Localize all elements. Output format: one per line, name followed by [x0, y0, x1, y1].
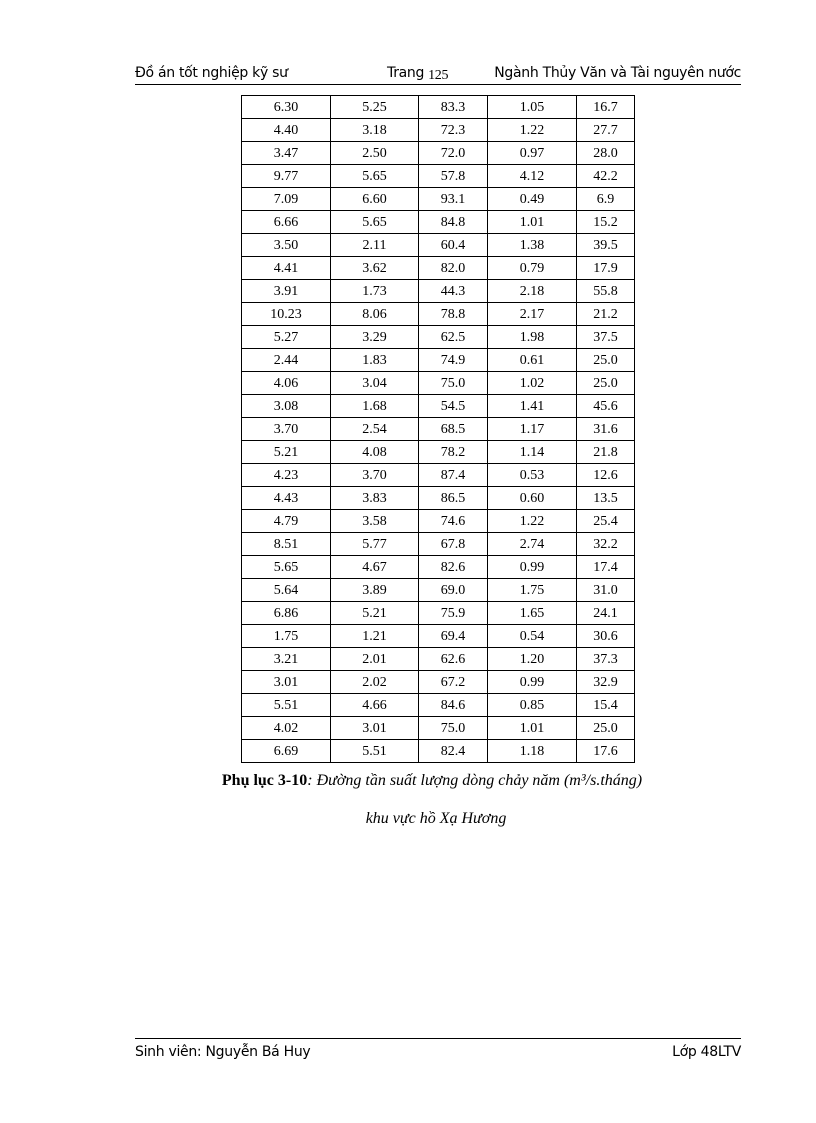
table-cell: 27.7	[577, 119, 635, 142]
table-cell: 4.08	[331, 441, 419, 464]
table-cell: 82.0	[419, 257, 488, 280]
table-cell: 84.8	[419, 211, 488, 234]
table-cell: 93.1	[419, 188, 488, 211]
table-cell: 69.0	[419, 579, 488, 602]
table-cell: 12.6	[577, 464, 635, 487]
table-cell: 8.51	[242, 533, 331, 556]
table-cell: 57.8	[419, 165, 488, 188]
table-row	[242, 717, 635, 740]
table-row	[242, 303, 635, 326]
table-cell: 1.68	[331, 395, 419, 418]
table-cell: 1.65	[488, 602, 577, 625]
table-cell: 4.12	[488, 165, 577, 188]
table-row	[242, 625, 635, 648]
table-cell: 3.01	[242, 671, 331, 694]
table-row	[242, 165, 635, 188]
table-row	[242, 556, 635, 579]
table-cell: 6.66	[242, 211, 331, 234]
table-row	[242, 349, 635, 372]
table-cell: 24.1	[577, 602, 635, 625]
table-cell: 0.60	[488, 487, 577, 510]
table-cell: 86.5	[419, 487, 488, 510]
table-cell: 3.58	[331, 510, 419, 533]
header-page-label: Trang	[387, 65, 425, 81]
table-cell: 1.21	[331, 625, 419, 648]
table-cell: 2.50	[331, 142, 419, 165]
table-cell: 32.9	[577, 671, 635, 694]
header-page-number: 125	[428, 68, 449, 83]
table-row	[242, 740, 635, 763]
table-cell: 39.5	[577, 234, 635, 257]
table-cell: 1.02	[488, 372, 577, 395]
table-cell: 31.6	[577, 418, 635, 441]
table-cell: 55.8	[577, 280, 635, 303]
table-cell: 6.9	[577, 188, 635, 211]
table-cell: 4.23	[242, 464, 331, 487]
table-cell: 25.0	[577, 349, 635, 372]
caption-label: Phụ lục 3-10	[221, 772, 308, 789]
table-cell: 1.83	[331, 349, 419, 372]
table-cell: 25.0	[577, 717, 635, 740]
table-cell: 4.43	[242, 487, 331, 510]
table-row	[242, 533, 635, 556]
table-row	[242, 579, 635, 602]
table-row	[242, 234, 635, 257]
header-department: Ngành Thủy Văn và Tài nguyên nước	[494, 65, 741, 81]
table-cell: 2.44	[242, 349, 331, 372]
table-row	[242, 211, 635, 234]
table-cell: 62.6	[419, 648, 488, 671]
data-table-body	[242, 96, 635, 763]
table-cell: 10.23	[242, 303, 331, 326]
header-project-title: Đồ án tốt nghiệp kỹ sư	[135, 65, 288, 81]
table-cell: 1.20	[488, 648, 577, 671]
table-cell: 4.79	[242, 510, 331, 533]
table-cell: 0.54	[488, 625, 577, 648]
table-cell: 68.5	[419, 418, 488, 441]
figure-caption-line2	[28, 810, 816, 828]
table-cell: 2.18	[488, 280, 577, 303]
table-cell: 42.2	[577, 165, 635, 188]
table-row	[242, 119, 635, 142]
table-cell: 3.83	[331, 487, 419, 510]
table-cell: 6.86	[242, 602, 331, 625]
table-cell: 3.29	[331, 326, 419, 349]
table-cell: 8.06	[331, 303, 419, 326]
table-row	[242, 671, 635, 694]
table-cell: 5.51	[242, 694, 331, 717]
page-header	[135, 64, 741, 85]
table-cell: 1.01	[488, 211, 577, 234]
table-cell: 3.21	[242, 648, 331, 671]
table-cell: 1.22	[488, 510, 577, 533]
table-cell: 0.85	[488, 694, 577, 717]
table-cell: 82.4	[419, 740, 488, 763]
table-cell: 7.09	[242, 188, 331, 211]
table-cell: 17.9	[577, 257, 635, 280]
table-cell: 44.3	[419, 280, 488, 303]
table-cell: 5.51	[331, 740, 419, 763]
table-cell: 45.6	[577, 395, 635, 418]
figure-caption	[24, 772, 816, 790]
table-cell: 3.04	[331, 372, 419, 395]
table-cell: 5.27	[242, 326, 331, 349]
table-cell: 4.02	[242, 717, 331, 740]
table-cell: 6.60	[331, 188, 419, 211]
table-cell: 5.65	[242, 556, 331, 579]
caption-colon: :	[307, 772, 313, 789]
table-cell: 3.18	[331, 119, 419, 142]
table-cell: 1.75	[488, 579, 577, 602]
table-cell: 1.22	[488, 119, 577, 142]
table-cell: 1.17	[488, 418, 577, 441]
table-cell: 1.01	[488, 717, 577, 740]
footer-student-name: Sinh viên: Nguyễn Bá Huy	[135, 1044, 311, 1060]
table-cell: 60.4	[419, 234, 488, 257]
table-cell: 0.53	[488, 464, 577, 487]
table-cell: 5.21	[331, 602, 419, 625]
table-cell: 3.91	[242, 280, 331, 303]
table-cell: 17.4	[577, 556, 635, 579]
table-cell: 2.54	[331, 418, 419, 441]
table-row	[242, 441, 635, 464]
table-cell: 9.77	[242, 165, 331, 188]
header-page-info	[387, 65, 448, 82]
table-cell: 15.2	[577, 211, 635, 234]
table-cell: 6.69	[242, 740, 331, 763]
table-cell: 1.98	[488, 326, 577, 349]
table-cell: 2.01	[331, 648, 419, 671]
table-cell: 30.6	[577, 625, 635, 648]
table-cell: 78.2	[419, 441, 488, 464]
page-footer	[135, 1038, 741, 1060]
table-cell: 25.4	[577, 510, 635, 533]
table-cell: 37.5	[577, 326, 635, 349]
table-cell: 2.11	[331, 234, 419, 257]
table-cell: 3.62	[331, 257, 419, 280]
table-cell: 25.0	[577, 372, 635, 395]
table-cell: 72.0	[419, 142, 488, 165]
table-cell: 31.0	[577, 579, 635, 602]
table-row	[242, 372, 635, 395]
table-row	[242, 257, 635, 280]
table-row	[242, 188, 635, 211]
table-cell: 87.4	[419, 464, 488, 487]
table-cell: 13.5	[577, 487, 635, 510]
table-cell: 3.47	[242, 142, 331, 165]
table-row	[242, 280, 635, 303]
table-cell: 4.66	[331, 694, 419, 717]
table-cell: 1.18	[488, 740, 577, 763]
table-cell: 3.70	[242, 418, 331, 441]
table-cell: 5.65	[331, 165, 419, 188]
table-cell: 67.2	[419, 671, 488, 694]
table-cell: 1.05	[488, 96, 577, 119]
table-row	[242, 648, 635, 671]
table-cell: 32.2	[577, 533, 635, 556]
table-cell: 4.40	[242, 119, 331, 142]
table-row	[242, 142, 635, 165]
data-table	[241, 95, 635, 763]
table-cell: 2.74	[488, 533, 577, 556]
table-cell: 37.3	[577, 648, 635, 671]
table-cell: 15.4	[577, 694, 635, 717]
table-cell: 6.30	[242, 96, 331, 119]
table-row	[242, 395, 635, 418]
table-cell: 3.50	[242, 234, 331, 257]
table-cell: 0.61	[488, 349, 577, 372]
table-row	[242, 694, 635, 717]
table-cell: 5.77	[331, 533, 419, 556]
table-cell: 4.06	[242, 372, 331, 395]
table-row	[242, 464, 635, 487]
caption-text: Đường tần suất lượng dòng chảy năm (m³/s.tháng)	[316, 772, 643, 789]
table-cell: 0.99	[488, 671, 577, 694]
table-cell: 54.5	[419, 395, 488, 418]
table-row	[242, 487, 635, 510]
table-cell: 1.75	[242, 625, 331, 648]
table-cell: 1.14	[488, 441, 577, 464]
footer-class: Lớp 48LTV	[672, 1044, 741, 1060]
table-cell: 0.99	[488, 556, 577, 579]
table-row	[242, 602, 635, 625]
table-cell: 2.17	[488, 303, 577, 326]
table-cell: 21.2	[577, 303, 635, 326]
table-cell: 1.41	[488, 395, 577, 418]
table-cell: 3.70	[331, 464, 419, 487]
caption-location: khu vực hồ Xạ Hương	[365, 810, 507, 827]
table-cell: 75.0	[419, 717, 488, 740]
table-row	[242, 418, 635, 441]
table-cell: 62.5	[419, 326, 488, 349]
table-cell: 5.65	[331, 211, 419, 234]
table-cell: 3.89	[331, 579, 419, 602]
table-row	[242, 510, 635, 533]
table-cell: 1.73	[331, 280, 419, 303]
table-cell: 4.67	[331, 556, 419, 579]
table-cell: 5.64	[242, 579, 331, 602]
table-cell: 5.25	[331, 96, 419, 119]
table-cell: 0.97	[488, 142, 577, 165]
table-cell: 0.79	[488, 257, 577, 280]
table-cell: 78.8	[419, 303, 488, 326]
table-cell: 28.0	[577, 142, 635, 165]
table-cell: 0.49	[488, 188, 577, 211]
table-cell: 3.01	[331, 717, 419, 740]
table-cell: 5.21	[242, 441, 331, 464]
table-cell: 75.0	[419, 372, 488, 395]
table-cell: 17.6	[577, 740, 635, 763]
table-row	[242, 96, 635, 119]
table-cell: 3.08	[242, 395, 331, 418]
table-cell: 1.38	[488, 234, 577, 257]
table-cell: 74.9	[419, 349, 488, 372]
table-cell: 72.3	[419, 119, 488, 142]
table-cell: 2.02	[331, 671, 419, 694]
table-cell: 16.7	[577, 96, 635, 119]
table-cell: 83.3	[419, 96, 488, 119]
table-cell: 69.4	[419, 625, 488, 648]
table-cell: 4.41	[242, 257, 331, 280]
table-cell: 82.6	[419, 556, 488, 579]
table-row	[242, 326, 635, 349]
table-cell: 21.8	[577, 441, 635, 464]
table-cell: 75.9	[419, 602, 488, 625]
table-cell: 67.8	[419, 533, 488, 556]
table-cell: 84.6	[419, 694, 488, 717]
table-cell: 74.6	[419, 510, 488, 533]
